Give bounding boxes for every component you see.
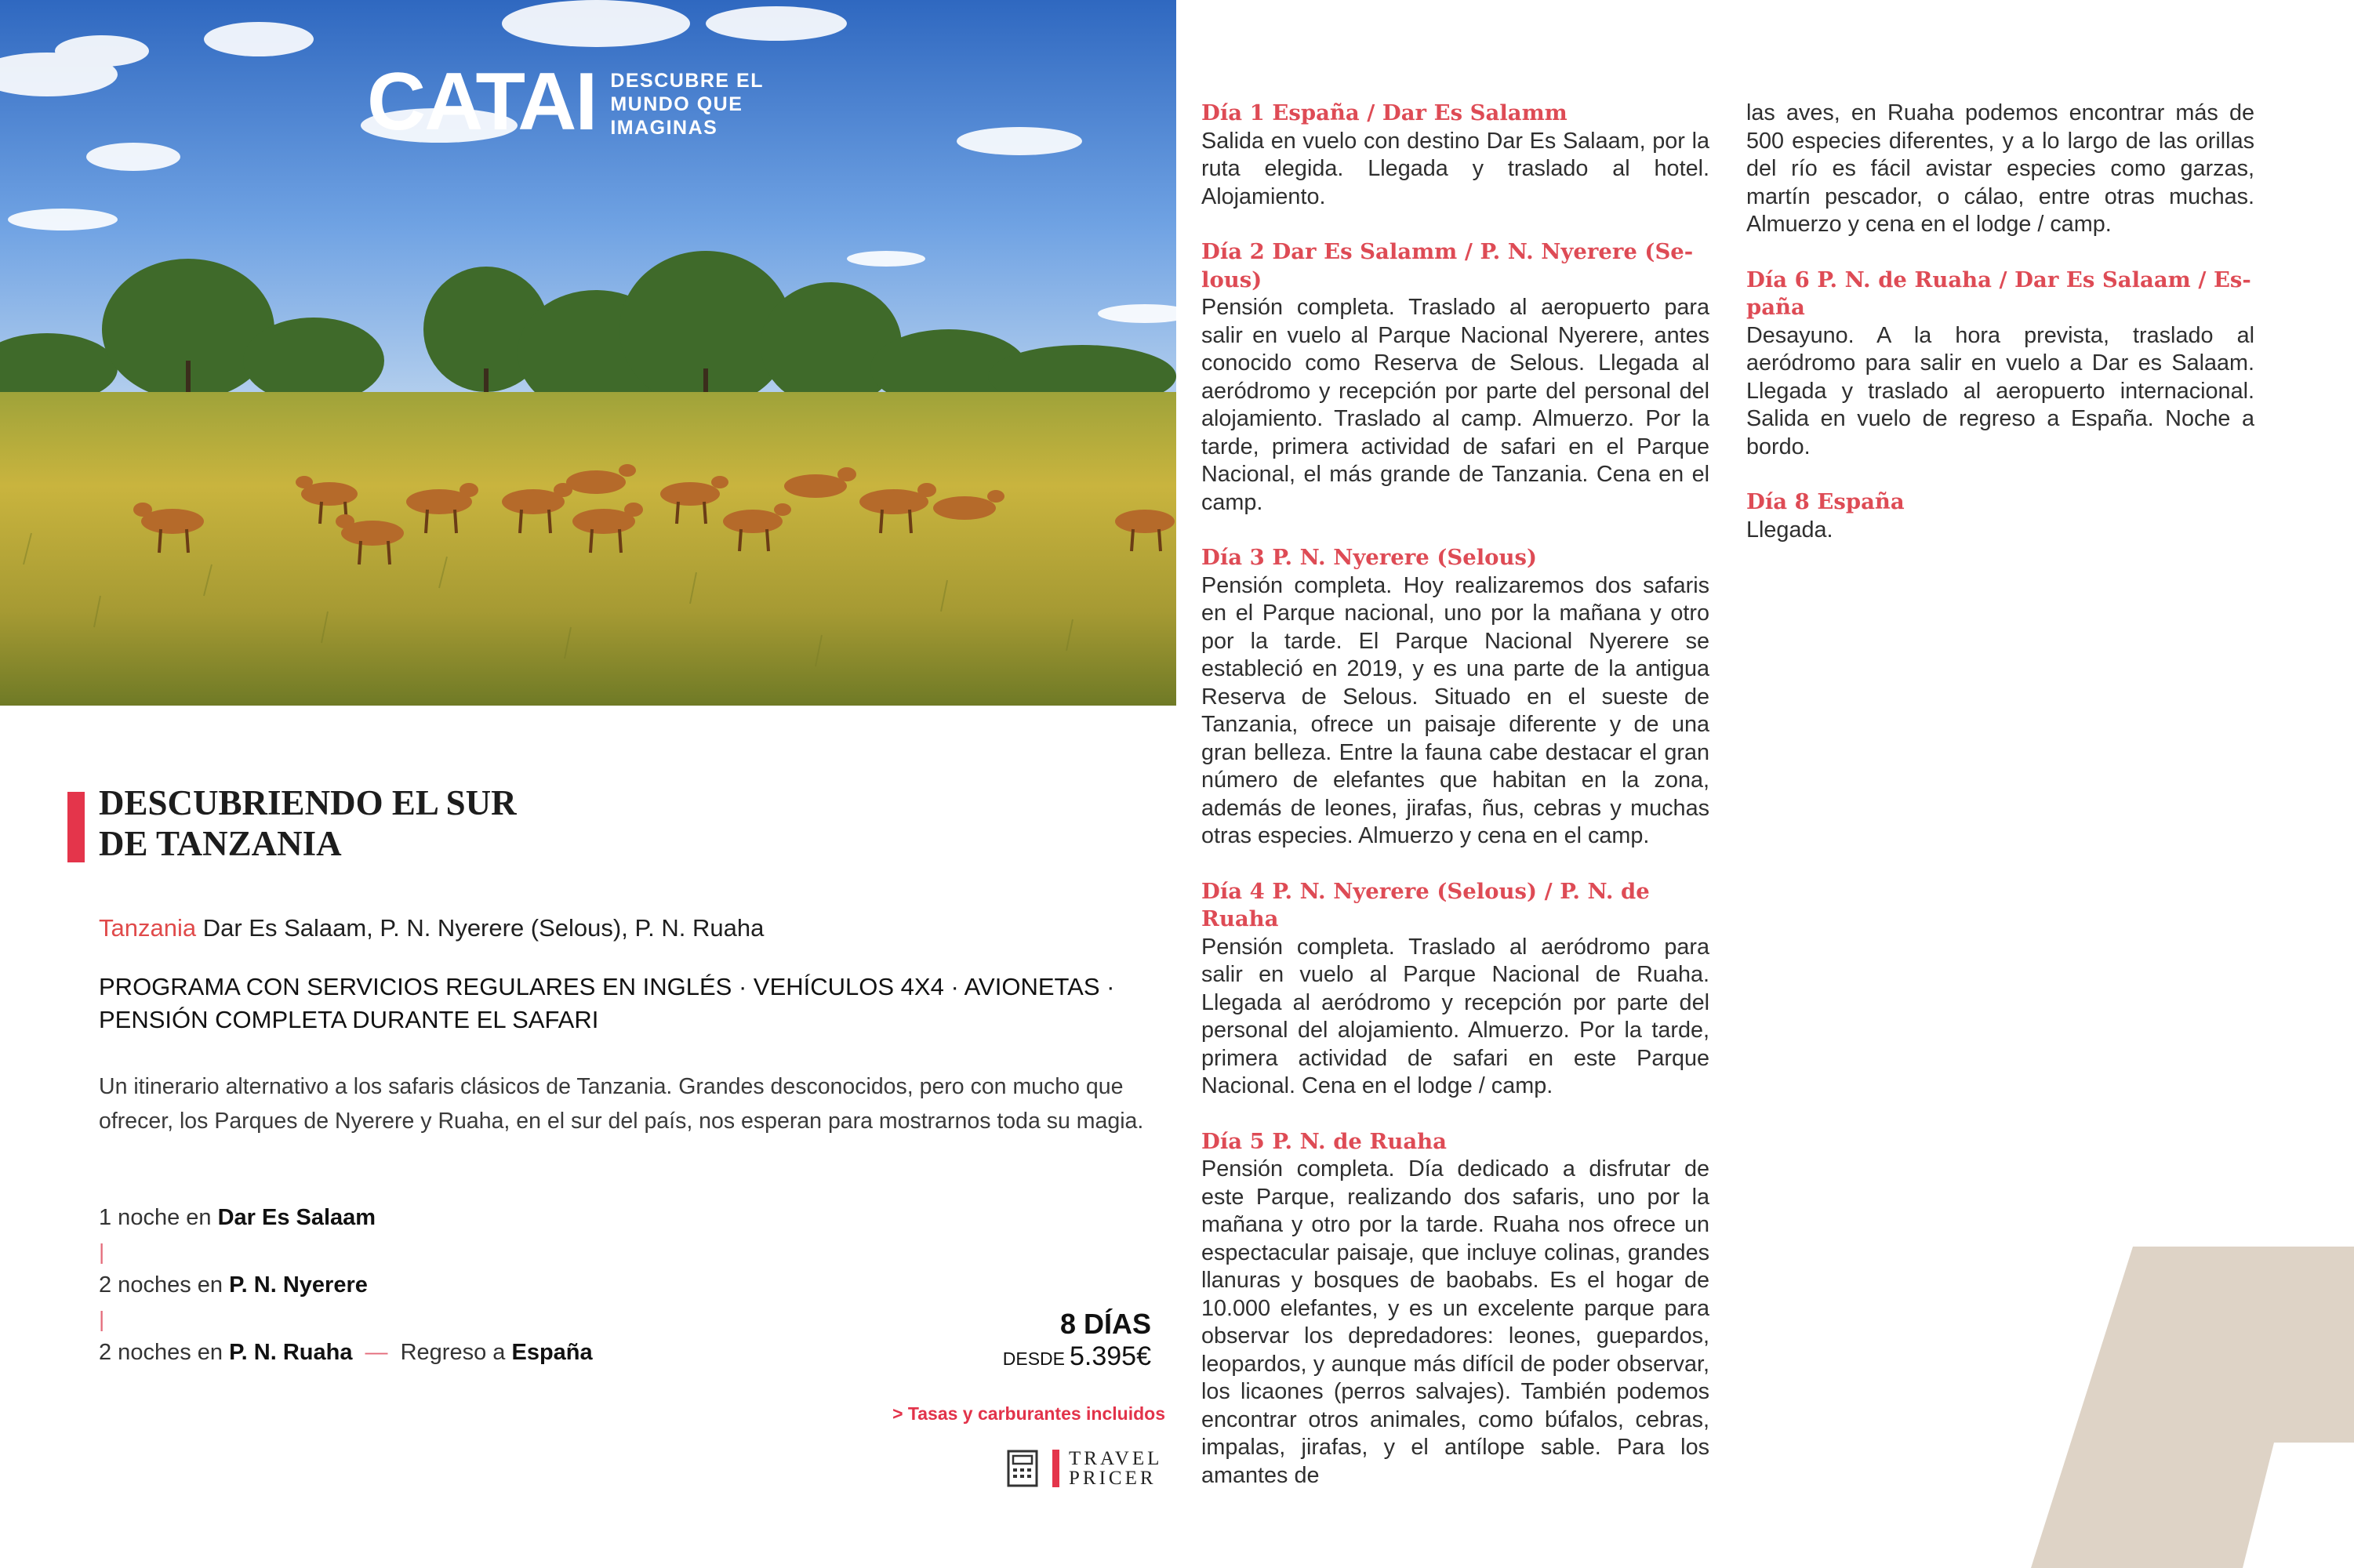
itinerary-column-1: [1201, 100, 1709, 1517]
itinerary-day: [1201, 878, 1709, 1101]
taxes-included-link[interactable]: > Tasas y carburantes incluidos: [892, 1403, 1165, 1424]
itinerary-day: [1746, 267, 2254, 462]
itinerary-day: [1201, 100, 1709, 211]
stop-place: Dar Es Salaam: [217, 1205, 376, 1230]
route-divider: |: [99, 1240, 105, 1264]
route-divider: |: [99, 1307, 105, 1331]
day-title: Día 5 P. N. de Ruaha: [1201, 1128, 1447, 1154]
country-label: Tanzania: [99, 914, 197, 942]
return-place: España: [511, 1340, 593, 1365]
trip-destinations: [99, 914, 764, 942]
logo-wordmark: CATAI: [367, 56, 597, 147]
stop-place: P. N. Nyerere: [229, 1272, 368, 1298]
stop-nights: 1 noche en: [99, 1205, 212, 1230]
day-title: Día 1 España / Dar Es Salamm: [1201, 100, 1568, 125]
catai-logo: [367, 56, 764, 147]
day-title: Día 8 España: [1746, 489, 1905, 514]
day-text: las aves, en Ruaha podemos encontrar más de 500 especies diferentes, y a lo largo de las orillas del río es fácil avistar especies como garzas, martín pescador, o cálao, entre otras muchas. Almuerzo y cena en el lodge / camp.: [1746, 100, 2254, 237]
pricer-accent-bar: [1052, 1450, 1059, 1487]
trip-intro: Un itinerario alternativo a los safaris clásicos de Tanzania. Grandes desconocidos, pero con mucho que ofrecer, los Parques de Nyerere y Ruaha, en el sur del país, nos esperan para mostrarnos toda su magia.: [99, 1074, 1144, 1134]
route-stop: [99, 1269, 593, 1302]
trip-duration: 8 DÍAS: [1059, 1308, 1151, 1340]
price-amount: 5.395€: [1070, 1341, 1151, 1371]
itinerary-day: [1201, 544, 1709, 851]
logo-tagline: DESCUBRE EL MUNDO QUE IMAGINAS: [610, 70, 764, 139]
day-text: Salida en vuelo con destino Dar Es Salaam, por la ruta elegida. Llegada y traslado al hotel. Alojamiento.: [1201, 128, 1709, 209]
calculator-icon: [1007, 1450, 1038, 1487]
price-from-label: DESDE: [1002, 1348, 1065, 1369]
program-features: PROGRAMA CON SERVICIOS REGULARES EN INGLÉS · VEHÍCULOS 4X4 · AVIONETAS · PENSIÓN COMPLETA DURANTE EL SAFARI: [99, 973, 1115, 1033]
itinerary-day: [1746, 488, 2254, 544]
itinerary-continuation: [1746, 100, 2254, 239]
title-accent-bar: [67, 792, 85, 862]
itinerary-day: [1201, 1128, 1709, 1490]
day-text: Desayuno. A la hora prevista, traslado al aeródromo para salir en vuelo a Dar es Salaam. Llegada y traslado al aeropuerto internacional. Salida en vuelo de regreso a España. Noche a bordo.: [1746, 322, 2254, 459]
trip-price: [1003, 1341, 1151, 1372]
day-text: Pensión completa. Día dedicado a disfrutar de este Parque, realizando dos safaris, uno por la mañana y otro por la tarde. Ruaha nos ofrece un espectacular paisaje, que incluye colinas, grandes llanuras y bosques de baobabs. Es el hogar de 10.000 elefantes, y es un excelente parque para observar los depredadores: leones, guepardos, leopardos, y aunque más difícil de poder observar, los licaones (perros salvajes). También podemos encontrar otros animales, como búfalos, cebras, impalas, jirafas, y el antílope sable. Para los amantes de: [1201, 1156, 1709, 1488]
itinerary-day: [1201, 238, 1709, 517]
stop-dash: —: [365, 1340, 388, 1365]
return-label: Regreso a: [400, 1340, 506, 1365]
route-stops: [99, 1201, 593, 1370]
day-title: Día 6 P. N. de Ruaha / Dar Es Salaam / Es-paña: [1746, 267, 2251, 320]
route-stop: [99, 1201, 593, 1235]
route-stop: [99, 1336, 593, 1370]
hero-photo: [0, 0, 1176, 706]
travel-pricer-logo[interactable]: [1007, 1449, 1162, 1488]
day-text: Pensión completa. Traslado al aeródromo para salir en vuelo al Parque Nacional de Ruaha. Llegada al aeródromo y recepción por parte del personal del alojamiento. Almuerzo. Por la tarde, primera actividad de safari en este Parque Nacional. Cena en el lodge / camp.: [1201, 934, 1709, 1098]
pricer-label: TRAVEL PRICER: [1069, 1448, 1163, 1489]
stop-nights: 2 noches en: [99, 1272, 223, 1298]
day-text: Pensión completa. Hoy realizaremos dos safaris en el Parque nacional, uno por la mañana y otro por la tarde. El Parque Nacional Nyerere se estableció en 2019, y es una parte de la antigua Reserva de Selous. Situado en el sueste de Tanzania, ofrece un paisaje diferente y de una gran belleza. Entre la fauna cabe destacar el gran número de elefantes que habitan en la zona, además de leones, jirafas, ñus, cebras y muchas otras especies. Almuerzo y cena en el camp.: [1201, 572, 1709, 848]
day-text: Llegada.: [1746, 517, 1833, 543]
day-title: Día 4 P. N. Nyerere (Selous) / P. N. de Ruaha: [1201, 878, 1650, 931]
trip-title: DESCUBRIENDO EL SUR DE TANZANIA: [99, 783, 517, 863]
itinerary-column-2: [1746, 100, 2254, 572]
stop-place: P. N. Ruaha: [229, 1340, 353, 1365]
day-title: Día 3 P. N. Nyerere (Selous): [1201, 545, 1537, 570]
day-title: Día 2 Dar Es Salamm / P. N. Nyerere (Se-lous): [1201, 239, 1694, 292]
stop-nights: 2 noches en: [99, 1340, 223, 1365]
decorative-corner-shape: [2031, 1247, 2354, 1568]
destinations-list: Dar Es Salaam, P. N. Nyerere (Selous), P. N. Ruaha: [202, 914, 765, 942]
day-text: Pensión completa. Traslado al aeropuerto para salir en vuelo al Parque Nacional Nyerere, antes conocido como Reserva de Selous. Llegada al aeródromo y recepción por parte del personal del alojamiento. Traslado al camp. Almuerzo. Por la tarde, primera actividad de safari en el Parque Nacional, el más grande de Tanzania. Cena en el camp.: [1201, 295, 1709, 515]
